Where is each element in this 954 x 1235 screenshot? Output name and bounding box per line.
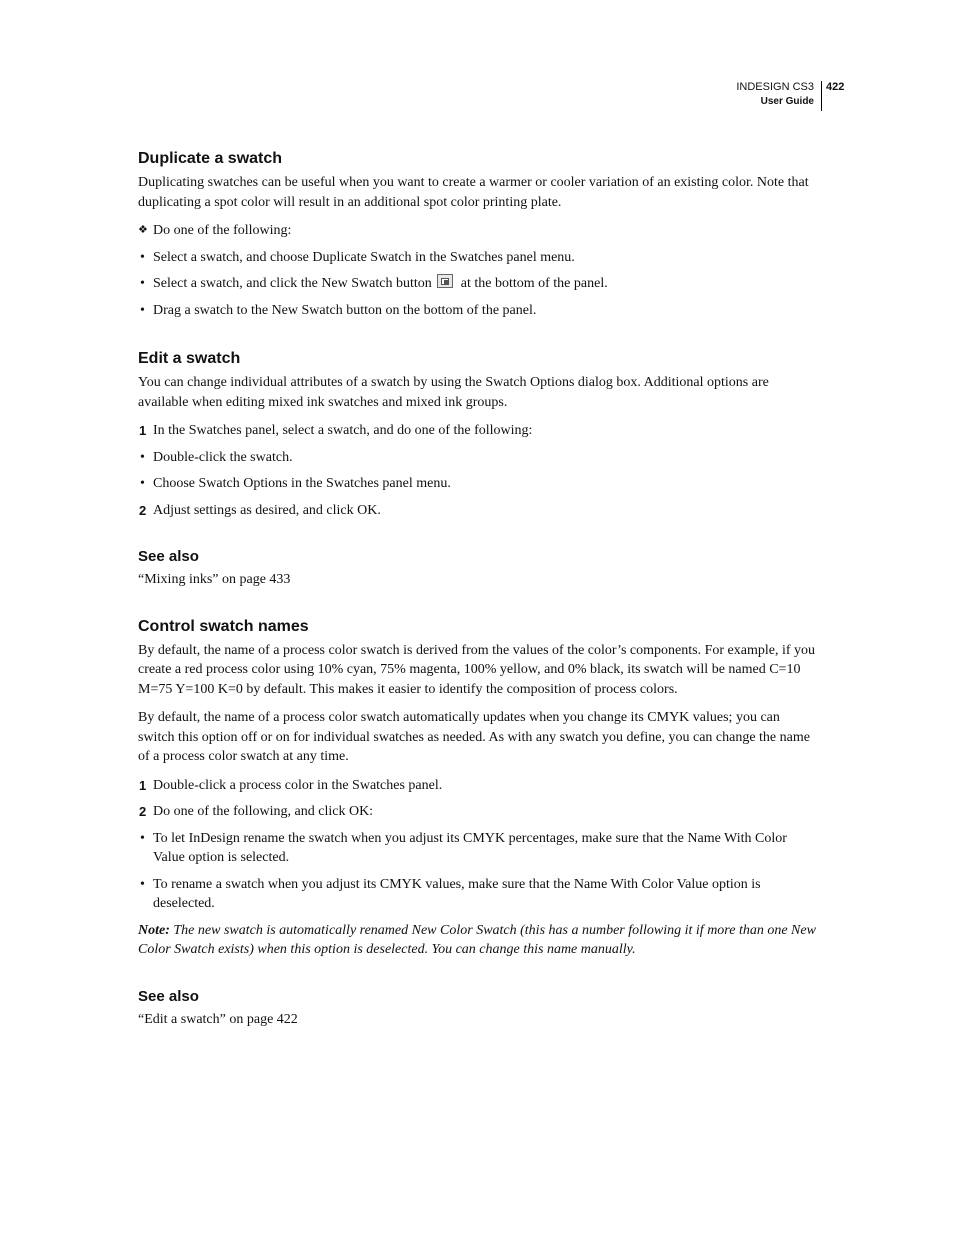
- see-also-link[interactable]: “Edit a swatch” on page 422: [138, 1011, 298, 1027]
- bullet-mark: •: [140, 276, 145, 291]
- list-item: [138, 248, 818, 268]
- header-rule: [821, 81, 822, 111]
- list-item: [138, 301, 818, 321]
- control-para-1: By default, the name of a process color swatch is derived from the values of the color’s components. For example, if you create a red process color using 10% cyan, 75% magenta, 100% yellow, and 0% black, its swatch will be named C=10 M=75 Y=100 K=0 by default. This makes it easier to identify the composition of process colors.: [138, 642, 815, 697]
- list-item-text: Select a swatch, and choose Duplicate Swatch in the Swatches panel menu.: [153, 249, 575, 265]
- step-text: Adjust settings as desired, and click OK.: [153, 502, 381, 518]
- bullet-mark: •: [140, 302, 145, 318]
- list-item-text: [153, 274, 818, 294]
- page-content: [138, 148, 818, 1029]
- list-item-text: Drag a swatch to the New Swatch button on the bottom of the panel.: [153, 302, 537, 318]
- section-title-edit: Edit a swatch: [138, 350, 241, 367]
- control-para-2: By default, the name of a process color swatch automatically updates when you change its CMYK values; you can switch this option off or on for individual swatches as needed. As with any swatch you define, you can change the name of a process color swatch at any time.: [138, 710, 810, 764]
- list-item-text-end: at the bottom of the panel.: [460, 276, 608, 291]
- step-text: Do one of the following, and click OK:: [153, 804, 374, 819]
- numbered-step: [138, 501, 818, 521]
- step-text: In the Swatches panel, select a swatch, and do one of the following:: [153, 423, 533, 438]
- new-swatch-icon: [437, 274, 453, 288]
- numbered-step: [138, 776, 818, 796]
- product-name: INDESIGN CS3: [736, 81, 814, 93]
- edit-intro: You can change individual attributes of a swatch by using the Swatch Options dialog box. Additional options are available when editing mixed ink swatches and mixed ink groups.: [138, 375, 769, 410]
- section-title-duplicate: Duplicate a swatch: [138, 150, 283, 167]
- list-item: [138, 875, 818, 914]
- step-text: Double-click a process color in the Swatches panel.: [153, 777, 443, 793]
- step-marker: ❖: [138, 224, 148, 236]
- bullet-mark: •: [140, 476, 145, 491]
- note: [138, 921, 818, 960]
- numbered-step: [138, 802, 818, 822]
- section-title-control: Control swatch names: [138, 617, 309, 635]
- see-also-heading: See also: [138, 548, 199, 565]
- step-text: Do one of the following:: [153, 223, 292, 238]
- step-number: 2: [139, 804, 147, 819]
- step-number: 1: [139, 777, 147, 793]
- see-also-heading: See also: [138, 987, 199, 1005]
- list-item: [138, 274, 818, 294]
- list-item: [138, 829, 818, 868]
- list-item: [138, 474, 818, 494]
- note-text: The new swatch is automatically renamed New Color Swatch (this has a number following it if more than one New Color Swatch exists) when this option is deselected. You can change this name manually.: [138, 922, 816, 957]
- bullet-mark: •: [140, 876, 145, 892]
- list-item-text: To rename a swatch when you adjust its CMYK values, make sure that the Name With Color Value option is deselected.: [153, 876, 761, 911]
- bullet-mark: •: [140, 830, 145, 846]
- see-also-link[interactable]: “Mixing inks” on page 433: [138, 572, 291, 587]
- step-instruction: [138, 221, 818, 241]
- step-number: 2: [139, 502, 147, 518]
- bullet-mark: •: [140, 249, 145, 265]
- list-item-text: Double-click the swatch.: [153, 449, 293, 465]
- step-number: 1: [139, 423, 147, 438]
- list-item-text: To let InDesign rename the swatch when you adjust its CMYK percentages, make sure that the Name With Color Value option is selected.: [153, 830, 787, 865]
- guide-name: User Guide: [760, 96, 814, 107]
- duplicate-intro: Duplicating swatches can be useful when you want to create a warmer or cooler variation of an existing color. Note that duplicating a spot color will result in an additional spot color printing plate.: [138, 175, 809, 210]
- list-item: [138, 448, 818, 468]
- bullet-mark: •: [140, 449, 145, 465]
- list-item-text-start: Select a swatch, and click the New Swatch button: [153, 276, 432, 291]
- list-item-text: Choose Swatch Options in the Swatches panel menu.: [153, 476, 451, 491]
- running-header: [600, 79, 848, 111]
- note-label: Note:: [138, 922, 170, 938]
- numbered-step: [138, 421, 818, 441]
- page-number: 422: [826, 81, 845, 93]
